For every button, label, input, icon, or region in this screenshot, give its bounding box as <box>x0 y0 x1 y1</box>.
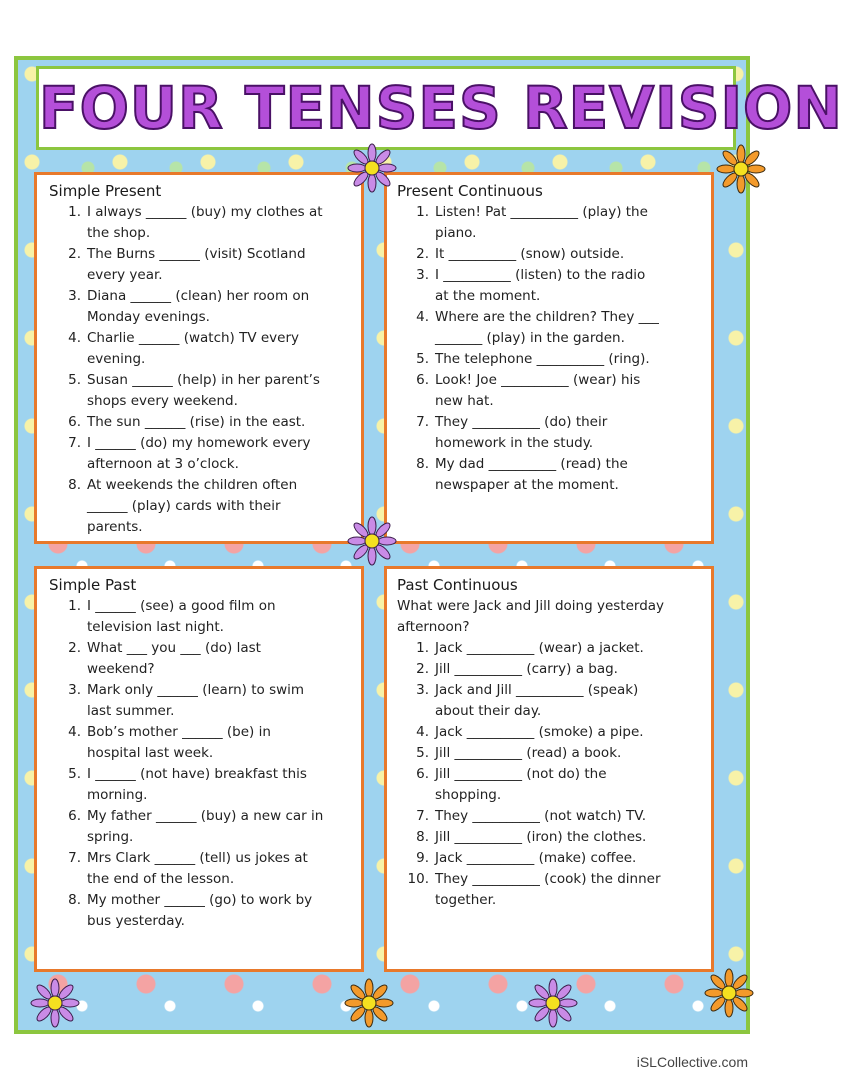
exercise-item: 7. They __________ (not watch) TV. <box>416 808 647 824</box>
exercise-item: 5. I ______ (not have) breakfast this morning. <box>68 766 307 803</box>
exercise-item: 4. Bob’s mother ______ (be) in hospital last week. <box>68 724 271 761</box>
exercise-item: 3. I __________ (listen) to the radio at the moment. <box>416 267 646 304</box>
exercise-item: 3. Mark only ______ (learn) to swim last summer. <box>68 682 305 719</box>
exercise-item: 8. At weekends the children often ______ (play) cards with their parents. <box>68 477 298 535</box>
purple-flower-icon <box>347 516 397 566</box>
exercise-list <box>393 638 701 911</box>
section-heading: Simple Past <box>49 576 137 594</box>
title-banner <box>36 66 843 150</box>
exercise-item: 1. I always ______ (buy) my clothes at the shop. <box>68 204 323 241</box>
exercise-item: 2. The Burns ______ (visit) Scotland every year. <box>68 246 306 283</box>
exercise-item: 3. Diana ______ (clean) her room on Monday evenings. <box>68 288 310 325</box>
exercise-item: 10. They __________ (cook) the dinner together. <box>407 871 661 908</box>
exercise-item: 2. It __________ (snow) outside. <box>416 246 625 262</box>
watermark: iSLCollective.com <box>636 1054 748 1070</box>
exercise-item: 2. Jill __________ (carry) a bag. <box>416 661 618 677</box>
section-intro: What were Jack and Jill doing yesterday afternoon? <box>397 598 665 635</box>
exercise-item: 6. Look! Joe __________ (wear) his new hat. <box>416 372 641 409</box>
orange-flower-icon <box>344 978 394 1028</box>
section-heading: Simple Present <box>49 182 162 200</box>
exercise-item: 2. What ___ you ___ (do) last weekend? <box>68 640 261 677</box>
exercise-item: 4. Where are the children? They ___ _______ (play) in the garden. <box>416 309 659 346</box>
exercise-item: 8. My dad __________ (read) the newspaper at the moment. <box>416 456 628 493</box>
purple-flower-icon <box>347 143 397 193</box>
exercise-item: 1. I ______ (see) a good film on television last night. <box>68 598 276 635</box>
exercise-item: 5. Susan ______ (help) in her parent’s shops every weekend. <box>68 372 320 409</box>
exercise-item: 1. Listen! Pat __________ (play) the piano. <box>416 204 648 241</box>
purple-flower-icon <box>528 978 578 1028</box>
exercise-item: 8. Jill __________ (iron) the clothes. <box>416 829 647 845</box>
exercise-item: 4. Charlie ______ (watch) TV every evening. <box>68 330 300 367</box>
exercise-item: 6. Jill __________ (not do) the shopping. <box>416 766 607 803</box>
purple-flower-icon <box>30 978 80 1028</box>
panel-simple-present <box>34 172 364 544</box>
exercise-list <box>393 202 701 496</box>
exercise-item: 5. Jill __________ (read) a book. <box>416 745 622 761</box>
panel-present-continuous <box>384 172 714 544</box>
exercise-item: 5. The telephone __________ (ring). <box>416 351 650 367</box>
section-heading: Past Continuous <box>397 576 518 594</box>
exercise-item: 7. Mrs Clark ______ (tell) us jokes at the end of the lesson. <box>68 850 308 887</box>
exercise-item: 6. My father ______ (buy) a new car in spring. <box>68 808 324 845</box>
section-heading: Present Continuous <box>397 182 543 200</box>
exercise-item: 9. Jack __________ (make) coffee. <box>416 850 637 866</box>
exercise-item: 8. My mother ______ (go) to work by bus yesterday. <box>68 892 313 929</box>
panel-past-continuous <box>384 566 714 972</box>
orange-flower-icon <box>704 968 754 1018</box>
exercise-item: 7. I ______ (do) my homework every afternoon at 3 o’clock. <box>68 435 311 472</box>
exercise-item: 3. Jack and Jill __________ (speak) about their day. <box>416 682 639 719</box>
exercise-list <box>45 202 349 538</box>
panel-simple-past <box>34 566 364 972</box>
exercise-item: 4. Jack __________ (smoke) a pipe. <box>416 724 644 740</box>
exercise-item: 7. They __________ (do) their homework in the study. <box>416 414 608 451</box>
orange-flower-icon <box>716 144 766 194</box>
exercise-item: 6. The sun ______ (rise) in the east. <box>68 414 306 430</box>
page-title: FOUR TENSES REVISION <box>39 74 843 142</box>
exercise-list <box>45 596 349 932</box>
exercise-item: 1. Jack __________ (wear) a jacket. <box>416 640 644 656</box>
